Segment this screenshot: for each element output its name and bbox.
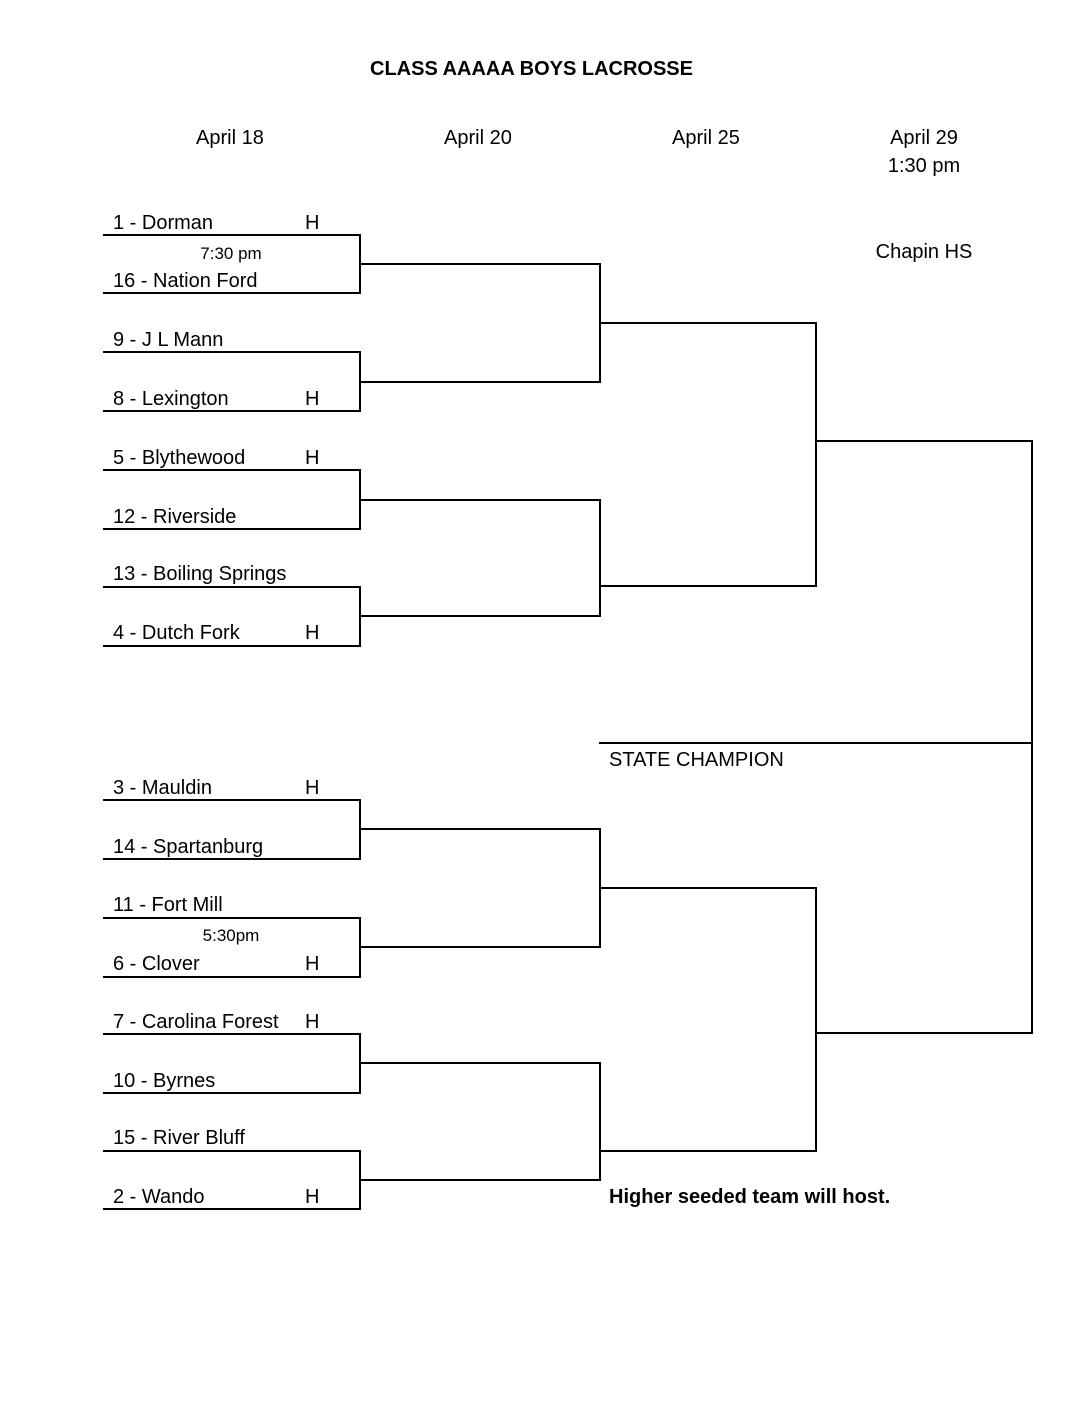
host-marker: H bbox=[305, 1011, 320, 1033]
team-slot-1: 1 - Dorman bbox=[113, 212, 214, 234]
team-slot-15: 15 - River Bluff bbox=[113, 1127, 245, 1149]
bracket-line bbox=[103, 858, 361, 860]
date-round2: April 20 bbox=[444, 127, 512, 149]
bracket-connector bbox=[599, 499, 601, 617]
bracket-line bbox=[103, 976, 361, 978]
date-round3: April 25 bbox=[672, 127, 740, 149]
bracket-connector bbox=[815, 322, 817, 587]
team-slot-10: 14 - Spartanburg bbox=[113, 836, 264, 858]
bracket-line bbox=[103, 799, 361, 801]
bracket-line bbox=[103, 1150, 361, 1152]
footer-note: Higher seeded team will host. bbox=[609, 1186, 891, 1208]
host-marker: H bbox=[305, 622, 320, 644]
bracket-line bbox=[359, 263, 601, 265]
final-time: 1:30 pm bbox=[887, 155, 961, 177]
team-slot-6: 12 - Riverside bbox=[113, 506, 237, 528]
game-time-dorman: 7:30 pm bbox=[200, 244, 262, 263]
bracket-line bbox=[599, 585, 817, 587]
team-slot-8: 4 - Dutch Fork bbox=[113, 622, 240, 644]
bracket-line bbox=[103, 917, 361, 919]
bracket-line bbox=[815, 440, 1033, 442]
bracket-line bbox=[599, 322, 817, 324]
team-slot-4: 8 - Lexington bbox=[113, 388, 229, 410]
bracket-line bbox=[103, 528, 361, 530]
bracket-line bbox=[359, 381, 601, 383]
bracket-line bbox=[103, 410, 361, 412]
team-slot-2: 16 - Nation Ford bbox=[113, 270, 258, 292]
team-slot-3: 9 - J L Mann bbox=[113, 329, 224, 351]
champion-line bbox=[599, 742, 1033, 744]
bracket-line bbox=[103, 586, 361, 588]
page-title: CLASS AAAAA BOYS LACROSSE bbox=[370, 58, 693, 80]
bracket-line bbox=[359, 1062, 601, 1064]
bracket-line bbox=[103, 469, 361, 471]
host-marker: H bbox=[305, 388, 320, 410]
bracket-line bbox=[103, 1033, 361, 1035]
bracket-connector bbox=[1031, 440, 1033, 1034]
venue: Chapin HS bbox=[875, 241, 973, 263]
state-champion-label: STATE CHAMPION bbox=[609, 749, 784, 771]
team-slot-5: 5 - Blythewood bbox=[113, 447, 246, 469]
team-slot-14: 10 - Byrnes bbox=[113, 1070, 216, 1092]
host-marker: H bbox=[305, 447, 320, 469]
bracket-connector bbox=[815, 887, 817, 1152]
bracket-line bbox=[599, 1150, 817, 1152]
host-marker: H bbox=[305, 1186, 320, 1208]
bracket-line bbox=[103, 234, 361, 236]
bracket-line bbox=[599, 887, 817, 889]
bracket-line bbox=[103, 645, 361, 647]
bracket-line bbox=[103, 1208, 361, 1210]
bracket-line bbox=[103, 351, 361, 353]
team-slot-7: 13 - Boiling Springs bbox=[113, 563, 287, 585]
host-marker: H bbox=[305, 212, 320, 234]
date-round1: April 18 bbox=[196, 127, 264, 149]
host-marker: H bbox=[305, 953, 320, 975]
bracket-line bbox=[815, 1032, 1033, 1034]
bracket-line bbox=[103, 1092, 361, 1094]
team-slot-11: 11 - Fort Mill bbox=[113, 894, 223, 916]
bracket-line bbox=[359, 946, 601, 948]
bracket-line bbox=[359, 499, 601, 501]
team-slot-13: 7 - Carolina Forest bbox=[113, 1011, 279, 1033]
date-final: April 29 bbox=[890, 127, 958, 149]
bracket-line bbox=[359, 615, 601, 617]
host-marker: H bbox=[305, 777, 320, 799]
bracket-line bbox=[359, 828, 601, 830]
bracket-line bbox=[103, 292, 361, 294]
team-slot-9: 3 - Mauldin bbox=[113, 777, 212, 799]
bracket-line bbox=[359, 1179, 601, 1181]
bracket-connector bbox=[599, 1062, 601, 1181]
team-slot-12: 6 - Clover bbox=[113, 953, 200, 975]
game-time-fortmill: 5:30pm bbox=[202, 926, 260, 945]
team-slot-16: 2 - Wando bbox=[113, 1186, 205, 1208]
